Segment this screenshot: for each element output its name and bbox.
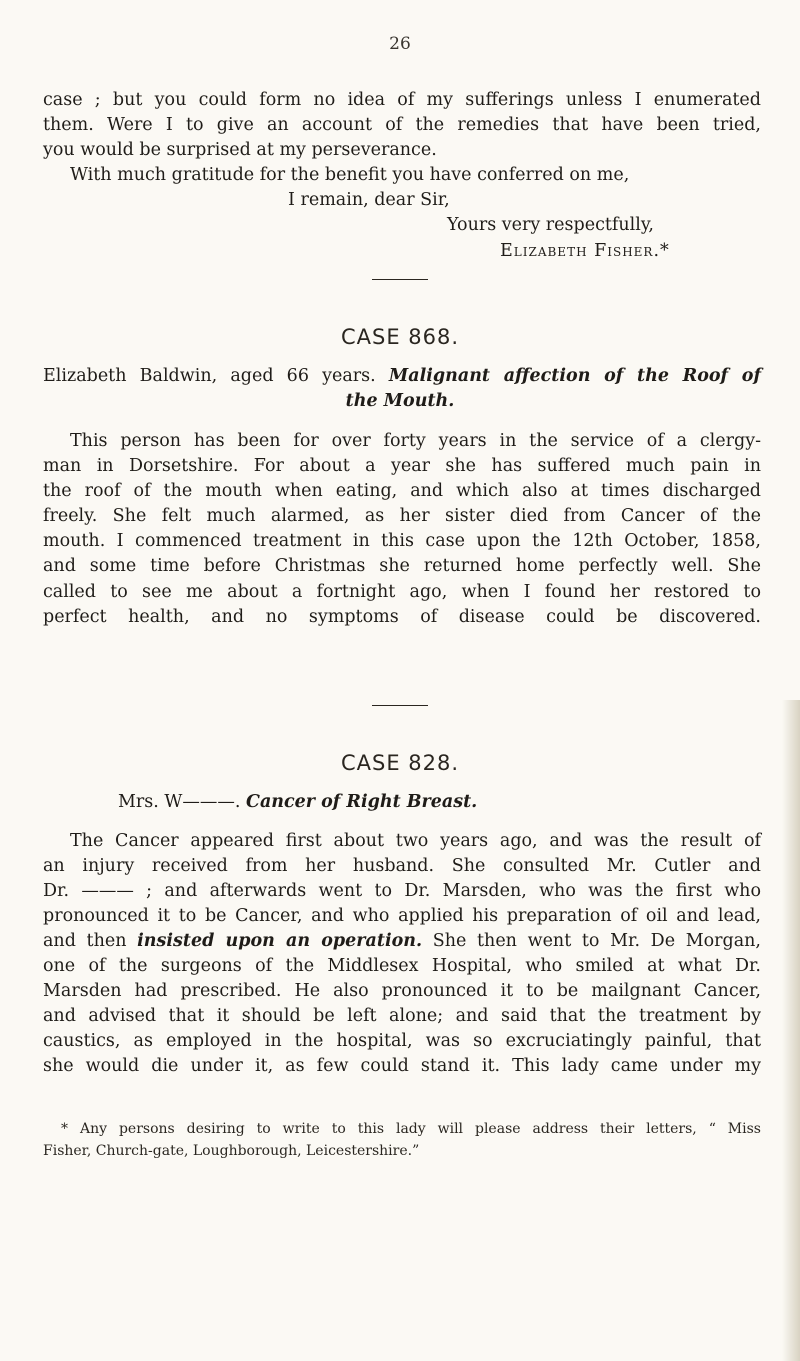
book-page: 26 case ; but you could form no idea of my sufferings unless I enumerated them. Were I to give an account of the remedies that have been tried, you would be surprised at my perseverance. With much gratitude for the benefit you have conferred on me, I remain, dear Sir, Yours very respectfully, Elizabeth Fisher.* CASE 868. Elizabeth Baldwin, aged 66 years. Malignant affection of the Roof of the Mouth. This person has been for over forty years in the service of a clergy- man in Dorsetshire. For about a year she has suffered much pain in the roof of the mouth when eating, and which also at times discharged freely. She felt much alarmed, as her sister died from Cancer of the mouth. I commenced treatment in this case upon the 12th October, 1858, and some time before Christmas she returned home perfectly well. She called to see me about a fortnight ago, when I found her restored to perfect health, and no symptoms of disease could be discovered. CASE 828. Mrs. W———. Cancer of Right Breast. The Cancer appeared first about two years ago, and was the result of an injury received from her husband. She consulted Mr. Cutler and Dr. ——— ; and afterwards went to Dr. Marsden, who was the first who pronounced it to be Cancer, and who applied his preparation of oil and lead, and then insisted upon an operation. She then went to Mr. De Morgan, one of the surgeons of the Middlesex Hospital, who smiled at what Dr. Marsden had prescribed. He also pronounced it to be mailgnant Cancer, and advised that it should be left alone; and said that the treatment by caustics, as employed in the hospital, was so excruciatingly painful, that she would die under it, as few could stand it. This lady came under my * Any persons desiring to write to this lady will please address their letters, “ Miss Fisher, Church-gate, Loughborough, Leicestershire.” <box>0 0 800 1361</box>
case-subject: Elizabeth Baldwin, aged 66 years. Malignant affection of the Roof of <box>43 366 761 386</box>
letter-paragraph: case ; but you could form no idea of my sufferings unless I enumerated <box>43 90 761 110</box>
letter-closing: I remain, dear Sir, <box>288 190 450 210</box>
letter-salutation: Yours very respectfully, <box>447 215 654 235</box>
letter-signature: Elizabeth Fisher.* <box>500 241 670 261</box>
case-paragraph: This person has been for over forty years in the service of a clergy- <box>70 431 761 451</box>
footnote: * Any persons desiring to write to this lady will please address their letters, “ Miss <box>61 1121 761 1137</box>
section-divider <box>372 705 428 706</box>
case-heading: CASE 828. <box>340 751 460 775</box>
section-divider <box>372 279 428 280</box>
page-number: 26 <box>389 34 411 54</box>
case-heading: CASE 868. <box>340 325 460 349</box>
case-subject: Mrs. W———. Cancer of Right Breast. <box>118 792 478 812</box>
page-edge-shadow <box>782 700 800 1361</box>
case-paragraph: The Cancer appeared first about two years ago, and was the result of <box>70 831 761 851</box>
